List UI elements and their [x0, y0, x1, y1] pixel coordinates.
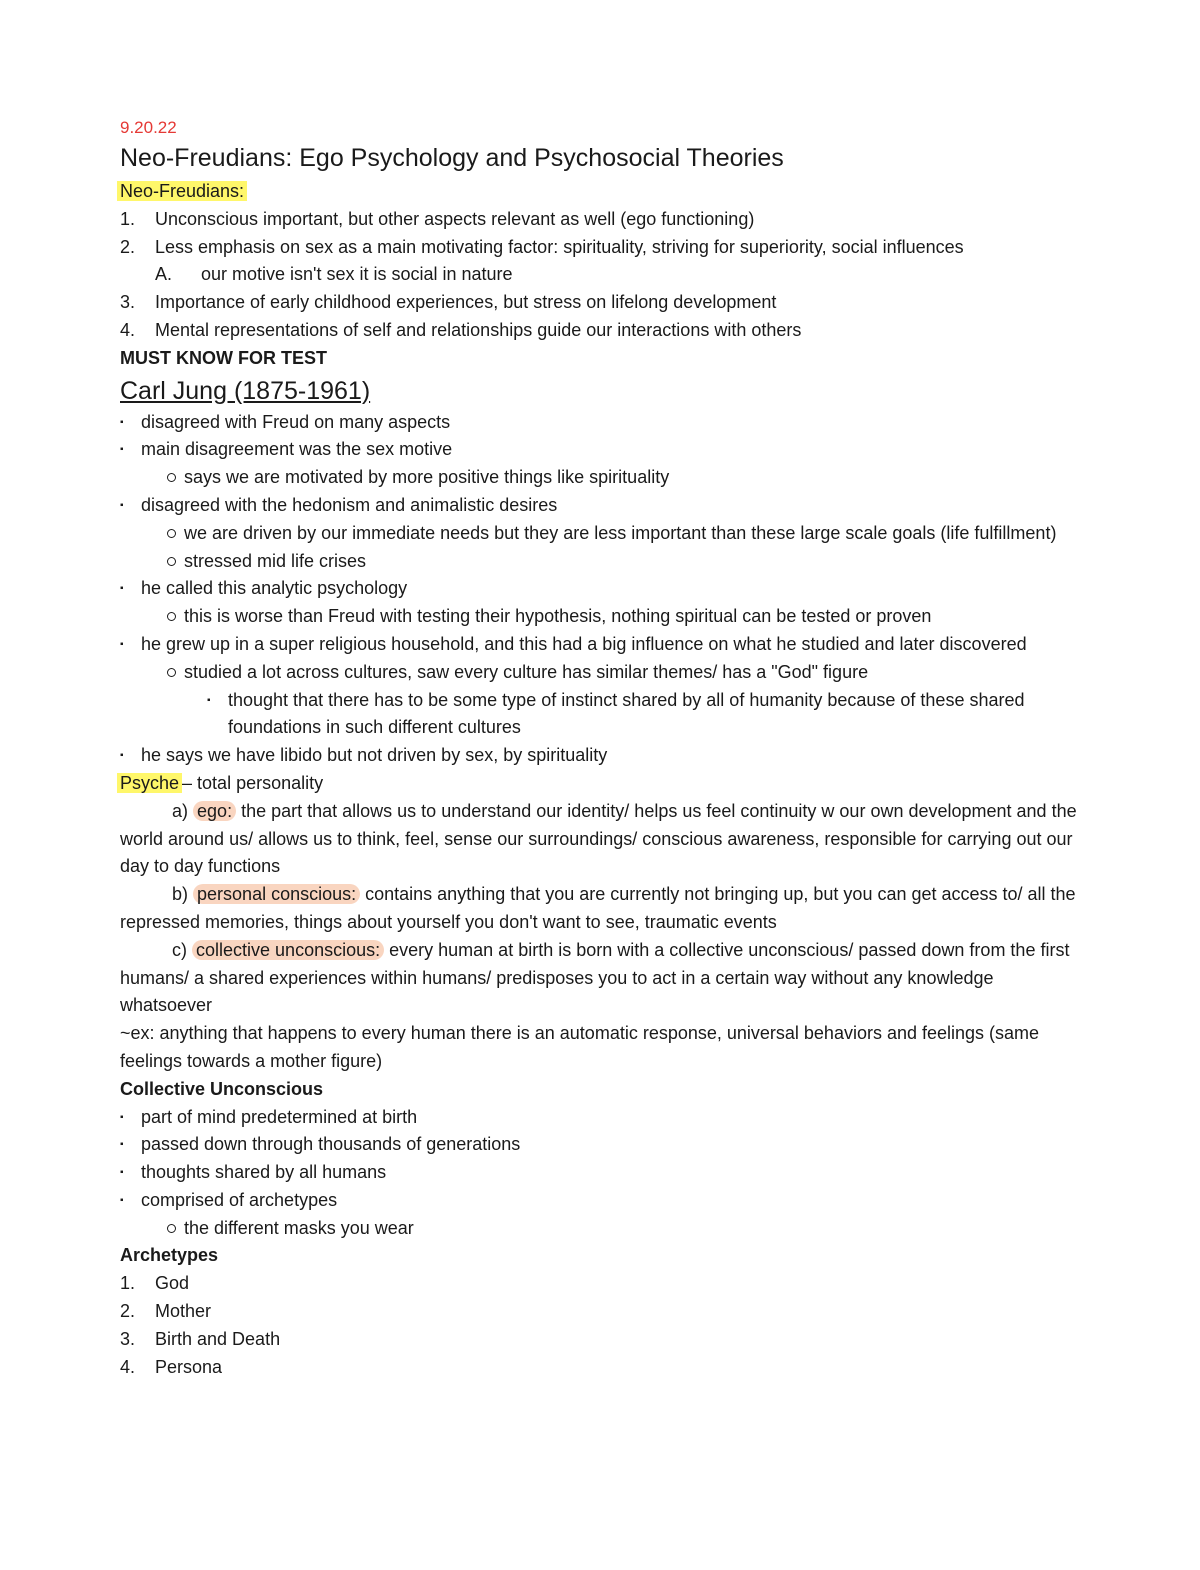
jung-heading: Carl Jung (1875-1961) — [120, 376, 371, 405]
highlighted-term: Psyche — [117, 773, 182, 793]
highlighted-term: collective unconscious: — [192, 940, 384, 960]
list-item: 2. Less emphasis on sex as a main motivating factor: spirituality, striving for superiority, social influences — [120, 236, 964, 257]
page-title: Neo-Freudians: Ego Psychology and Psychosocial Theories — [120, 144, 784, 172]
bullet-item: ▪ thoughts shared by all humans — [120, 1159, 1090, 1187]
neo-freudians-heading — [120, 178, 1090, 206]
psyche-part-ego: a) ego: the part that allows us to understand our identity/ helps us feel continuity w our own development and the world around us/ allows us to think, feel, sense our surroundings/ conscious awareness, responsible for carrying out our day to day functions — [120, 800, 1077, 877]
list-item: 3. Importance of early childhood experiences, but stress on lifelong development — [120, 292, 777, 313]
psyche-part-collective: c) collective unconscious: every human at birth is born with a collective unconscious/ passed down from the first humans/ a shared experiences within humans/ predisposes you to act in a certain way without any knowledge whatsoever — [120, 939, 1070, 1016]
highlighted-term: personal conscious: — [193, 884, 360, 904]
bullet-item: ▪ disagreed with Freud on many aspects — [120, 409, 1090, 437]
psyche-part-personal: b) personal conscious: contains anything that you are currently not bringing up, but you can get access to/ all the repressed memories, things about yourself you don't want to see, traumatic events — [120, 884, 1076, 932]
list-item: 2. Mother — [120, 1301, 212, 1322]
list-item: 4. Mental representations of self and relationships guide our interactions with others — [120, 319, 802, 340]
document-page — [120, 116, 1090, 1381]
bullet-item: ▪ comprised of archetypes — [120, 1187, 1090, 1215]
sub-bullet-item: says we are motivated by more positive things like spirituality — [120, 464, 1090, 492]
list-item: 4. Persona — [120, 1356, 223, 1377]
sub-sub-bullet-item: ▪ thought that there has to be some type of instinct shared by all of humanity because of these shared foundations in such different cultures — [120, 687, 1090, 743]
sub-bullet-item: stressed mid life crises — [120, 548, 1090, 576]
highlighted-term: ego: — [193, 801, 236, 821]
highlighted-term: Neo-Freudians: — [117, 181, 247, 201]
psyche-definition: Psyche – total personality — [120, 770, 1090, 798]
list-subitem: A. our motive isn't sex it is social in nature — [155, 264, 513, 285]
archetypes-heading: Archetypes — [120, 1245, 219, 1266]
example-note: ~ex: anything that happens to every human there is an automatic response, universal behaviors and feelings (same feelings towards a mother figure) — [120, 1023, 1040, 1071]
must-know-note: MUST KNOW FOR TEST — [120, 347, 327, 368]
list-item: 3. Birth and Death — [120, 1328, 281, 1349]
sub-bullet-item: the different masks you wear — [120, 1215, 1090, 1243]
list-item: 1. Unconscious important, but other aspects relevant as well (ego functioning) — [120, 208, 755, 229]
collective-heading: Collective Unconscious — [120, 1078, 324, 1099]
sub-bullet-item: this is worse than Freud with testing their hypothesis, nothing spiritual can be tested or proven — [120, 603, 1090, 631]
sub-bullet-item: we are driven by our immediate needs but they are less important than these large scale goals (life fulfillment) — [120, 520, 1090, 548]
bullet-item: ▪ part of mind predetermined at birth — [120, 1104, 1090, 1132]
bullet-item: ▪ he called this analytic psychology — [120, 575, 1090, 603]
bullet-item: ▪ he grew up in a super religious household, and this had a big influence on what he studied and later discovered — [120, 631, 1090, 659]
bullet-item: ▪ he says we have libido but not driven by sex, by spirituality — [120, 742, 1090, 770]
note-date: 9.20.22 — [120, 118, 177, 137]
list-item: 1. God — [120, 1273, 190, 1294]
sub-bullet-item: studied a lot across cultures, saw every culture has similar themes/ has a "God" figure — [120, 659, 1090, 687]
bullet-item: ▪ disagreed with the hedonism and animalistic desires — [120, 492, 1090, 520]
bullet-item: ▪ main disagreement was the sex motive — [120, 436, 1090, 464]
bullet-item: ▪ passed down through thousands of generations — [120, 1131, 1090, 1159]
